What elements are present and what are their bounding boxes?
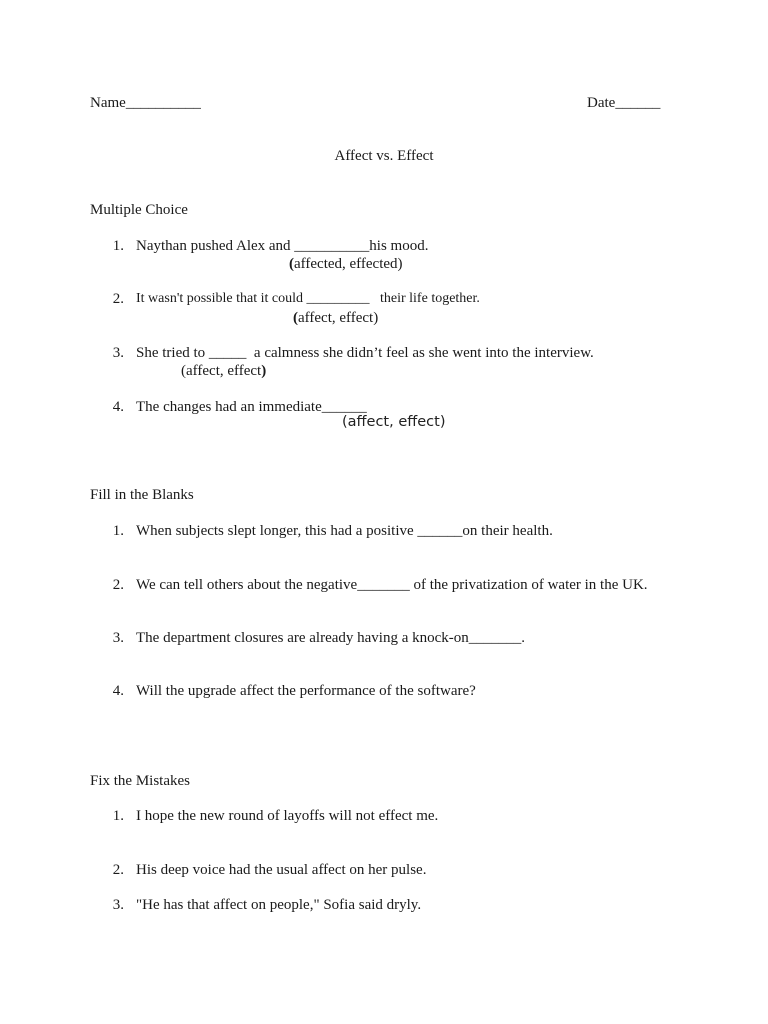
answer-options: (affect, effect) [181,363,267,379]
item-number: 3. [112,630,124,646]
item-number: 2. [112,291,124,307]
question-text: "He has that affect on people," Sofia said dryly. [136,897,422,913]
item-number: 3. [112,345,124,361]
question-text: Naythan pushed Alex and __________his mood. [136,238,429,254]
question-text: We can tell others about the negative_______ of the privatization of water in the UK. [136,577,648,593]
question-text: She tried to _____ a calmness she didn’t feel as she went into the interview. [136,345,594,361]
answer-options: (affected, effected) [289,256,403,272]
section-heading-multiple-choice: Multiple Choice [90,202,188,218]
date-field-label: Date______ [587,95,661,111]
item-number: 2. [112,862,124,878]
item-number: 2. [112,577,124,593]
section-heading-fill-in-the-blanks: Fill in the Blanks [90,487,194,503]
answer-options: (affect, effect) [342,414,446,430]
item-number: 4. [112,683,124,699]
question-text: When subjects slept longer, this had a positive ______on their health. [136,523,553,539]
page-title: Affect vs. Effect [334,148,434,164]
item-number: 1. [112,808,124,824]
item-number: 1. [112,238,124,254]
question-text: I hope the new round of layoffs will not effect me. [136,808,439,824]
question-text: The changes had an immediate______ [136,399,367,415]
question-text: The department closures are already having a knock-on_______. [136,630,526,646]
question-text: It wasn't possible that it could _________ their life together. [136,291,480,306]
item-number: 1. [112,523,124,539]
question-text: His deep voice had the usual affect on her pulse. [136,862,427,878]
item-number: 4. [112,399,124,415]
section-heading-fix-the-mistakes: Fix the Mistakes [90,773,190,789]
name-field-label: Name__________ [90,95,201,111]
item-number: 3. [112,897,124,913]
answer-options: (affect, effect) [293,310,379,326]
question-text: Will the upgrade affect the performance of the software? [136,683,476,699]
